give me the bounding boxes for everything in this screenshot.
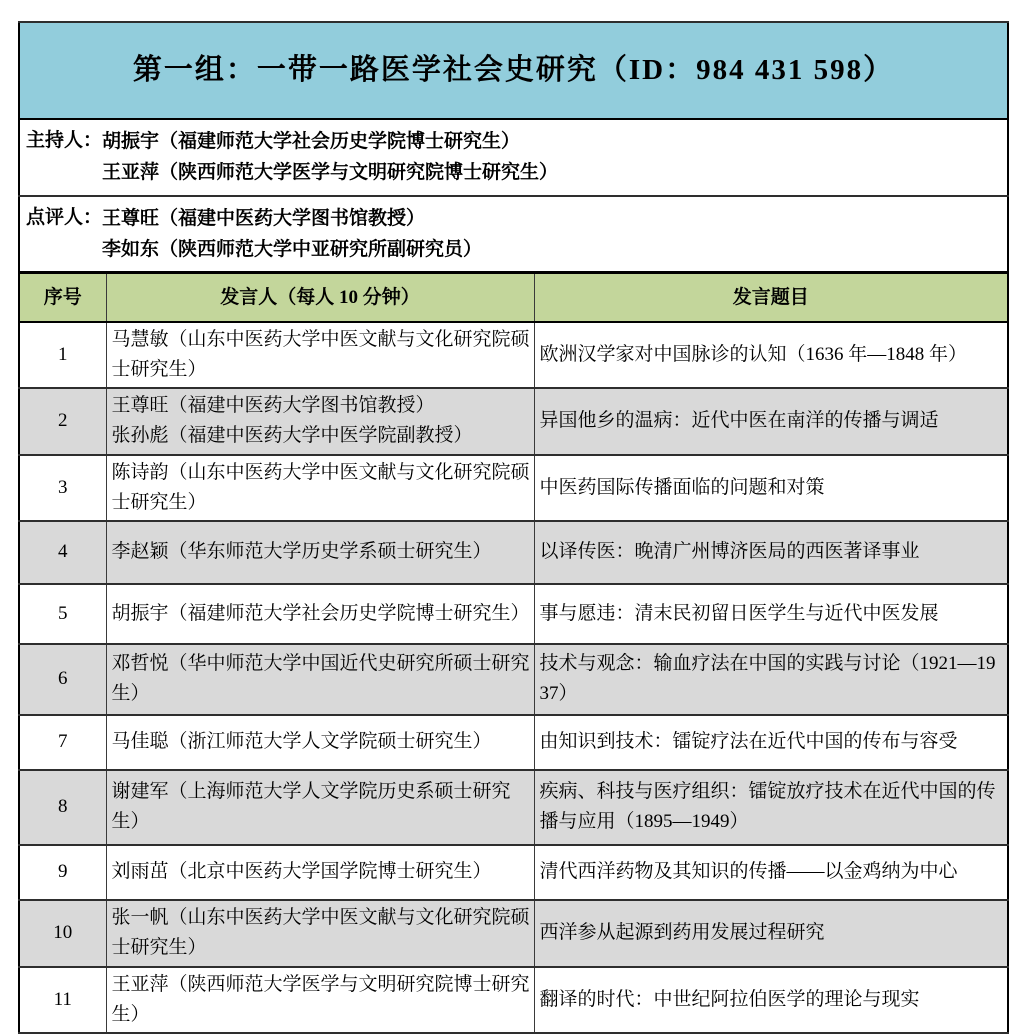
- speaker-line: 邓哲悦（华中师范大学中国近代史研究所硕士研究生）: [111, 653, 530, 705]
- speaker-cell: [106, 521, 534, 584]
- row-number: 8: [19, 770, 106, 845]
- table-row: [19, 455, 1008, 521]
- speaker-cell: [106, 584, 534, 644]
- reviewer-line: 王尊旺（福建中医药大学图书馆教授）: [102, 207, 426, 229]
- reviewers-label: 点评人：: [26, 206, 103, 228]
- table-row: [19, 322, 1008, 388]
- host-line: 王亚萍（陕西师范大学医学与文明研究院博士研究生）: [102, 162, 559, 184]
- speaker-line: 王亚萍（陕西师范大学医学与文明研究院博士研究生）: [111, 973, 530, 1025]
- hosts-label: 主持人：: [26, 130, 103, 151]
- speaker-cell: [106, 644, 534, 715]
- hosts-cell: [19, 119, 1008, 196]
- speaker-cell: [106, 455, 534, 521]
- speaker-line: 胡振宇（福建师范大学社会历史学院博士研究生）: [111, 602, 530, 624]
- column-header-no: 序号: [19, 273, 106, 322]
- row-number: 3: [19, 455, 106, 521]
- topic-cell: 技术与观念：输血疗法在中国的实践与讨论（1921—1937）: [534, 644, 1008, 715]
- speaker-line: 马佳聪（浙江师范大学人文学院硕士研究生）: [111, 731, 492, 753]
- speaker-cell: [106, 845, 534, 900]
- row-number: 5: [19, 584, 106, 644]
- speaker-line: 张一帆（山东中医药大学中医文献与文化研究院硕士研究生）: [111, 907, 530, 959]
- reviewers-row: [19, 196, 1008, 273]
- row-number: 10: [19, 900, 106, 967]
- table-row: [19, 770, 1008, 845]
- table-row: [19, 521, 1008, 584]
- speaker-line: 张孙彪（福建中医药大学中医学院副教授）: [111, 425, 473, 447]
- session-table-sheet: [18, 21, 1007, 1025]
- table-row: [19, 900, 1008, 967]
- speaker-line: 王尊旺（福建中医药大学图书馆教授）: [111, 395, 435, 417]
- session-title-row: [19, 22, 1008, 119]
- session-title: 第一组：一带一路医学社会史研究（ID：984 431 598）: [19, 22, 1008, 119]
- topic-cell: 事与愿违：清末民初留日医学生与近代中医发展: [534, 584, 1008, 644]
- hosts-row: [19, 119, 1008, 196]
- table-row: [19, 644, 1008, 715]
- topic-cell: 翻译的时代：中世纪阿拉伯医学的理论与现实: [534, 967, 1008, 1033]
- topic-cell: 西洋参从起源到药用发展过程研究: [534, 900, 1008, 967]
- speaker-line: 陈诗韵（山东中医药大学中医文献与文化研究院硕士研究生）: [111, 461, 530, 513]
- speaker-cell: [106, 715, 534, 770]
- speaker-cell: [106, 388, 534, 455]
- row-number: 4: [19, 521, 106, 584]
- table-row: [19, 845, 1008, 900]
- row-number: 7: [19, 715, 106, 770]
- speaker-cell: [106, 770, 534, 845]
- speaker-cell: [106, 967, 534, 1033]
- column-header-topic: 发言题目: [534, 273, 1008, 322]
- topic-cell: 以译传医：晚清广州博济医局的西医著译事业: [534, 521, 1008, 584]
- speaker-cell: [106, 900, 534, 967]
- topic-cell: 中医药国际传播面临的问题和对策: [534, 455, 1008, 521]
- reviewer-line: 李如东（陕西师范大学中亚研究所副研究员）: [102, 239, 483, 261]
- row-number: 2: [19, 388, 106, 455]
- row-number: 11: [19, 967, 106, 1033]
- column-header-speaker: 发言人（每人 10 分钟）: [106, 273, 534, 322]
- session-table: [18, 21, 1009, 1034]
- speaker-line: 马慧敏（山东中医药大学中医文献与文化研究院硕士研究生）: [111, 328, 530, 380]
- topic-cell: 由知识到技术：镭锭疗法在近代中国的传布与容受: [534, 715, 1008, 770]
- table-row: [19, 584, 1008, 644]
- topic-cell: 疾病、科技与医疗组织：镭锭放疗技术在近代中国的传播与应用（1895—1949）: [534, 770, 1008, 845]
- speaker-line: 谢建军（上海师范大学人文学院历史系硕士研究生）: [111, 781, 511, 833]
- row-number: 9: [19, 845, 106, 900]
- table-row: [19, 388, 1008, 455]
- topic-cell: 清代西洋药物及其知识的传播——以金鸡纳为中心: [534, 845, 1008, 900]
- table-row: [19, 715, 1008, 770]
- topic-cell: 欧洲汉学家对中国脉诊的认知（1636 年—1848 年）: [534, 322, 1008, 388]
- host-line: 胡振宇（福建师范大学社会历史学院博士研究生）: [102, 131, 521, 152]
- table-row: [19, 967, 1008, 1033]
- speaker-line: 李赵颖（华东师范大学历史学系硕士研究生）: [111, 541, 492, 563]
- speaker-line: 刘雨茁（北京中医药大学国学院博士研究生）: [111, 861, 492, 883]
- column-header-row: [19, 273, 1008, 322]
- topic-cell: 异国他乡的温病：近代中医在南洋的传播与调适: [534, 388, 1008, 455]
- row-number: 1: [19, 322, 106, 388]
- row-number: 6: [19, 644, 106, 715]
- speaker-cell: [106, 322, 534, 388]
- reviewers-cell: [19, 196, 1008, 273]
